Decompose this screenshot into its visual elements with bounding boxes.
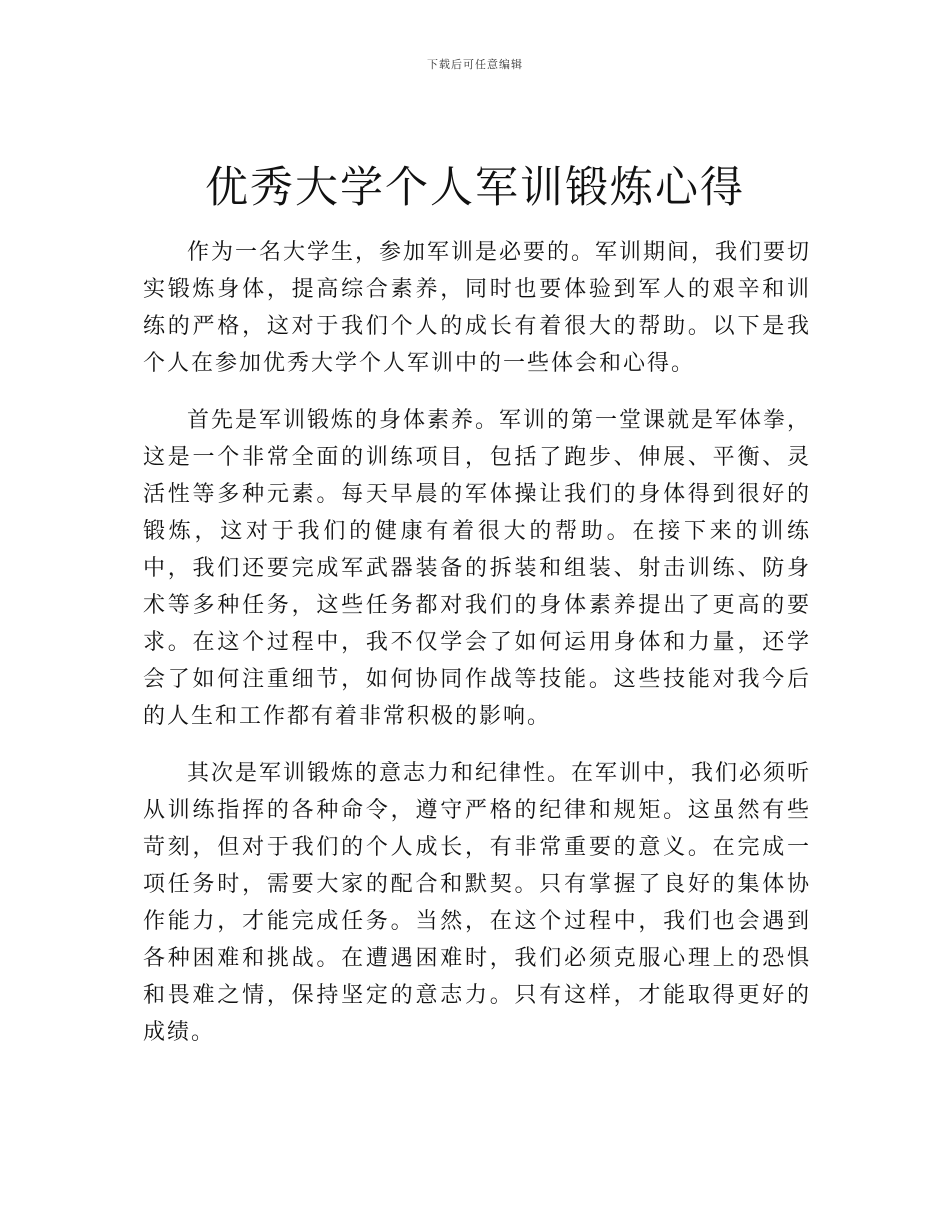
document-title: 优秀大学个人军训锻炼心得: [205, 163, 745, 213]
header-note: 下载后可任意编辑: [427, 58, 523, 71]
document-body: [143, 234, 811, 1071]
paragraph-3: 其次是军训锻炼的意志力和纪律性。在军训中，我们必须听从训练指挥的各种命令，遵守严格的纪律和规矩。这虽然有些苛刻，但对于我们的个人成长，有非常重要的意义。在完成一项任务时，需要大家的配合和默契。只有掌握了良好的集体协作能力，才能完成任务。当然，在这个过程中，我们也会遇到各种困难和挑战。在遭遇困难时，我们必须克服心理上的恐惧和畏难之情，保持坚定的意志力。只有这样，才能取得更好的成绩。: [143, 761, 812, 1045]
paragraph-1: 作为一名大学生，参加军训是必要的。军训期间，我们要切实锻炼身体，提高综合素养，同时也要体验到军人的艰辛和训练的严格，这对于我们个人的成长有着很大的帮助。以下是我个人在参加优秀大学个人军训中的一些体会和心得。: [143, 240, 812, 376]
paragraph-2: 首先是军训锻炼的身体素养。军训的第一堂课就是军体拳，这是一个非常全面的训练项目，包括了跑步、伸展、平衡、灵活性等多种元素。每天早晨的军体操让我们的身体得到很好的锻炼，这对于我们的健康有着很大的帮助。在接下来的训练中，我们还要完成军武器装备的拆装和组装、射击训练、防身术等多种任务，这些任务都对我们的身体素养提出了更高的要求。在这个过程中，我不仅学会了如何运用身体和力量，还学会了如何注重细节，如何协同作战等技能。这些技能对我今后的人生和工作都有着非常积极的影响。: [143, 408, 812, 729]
